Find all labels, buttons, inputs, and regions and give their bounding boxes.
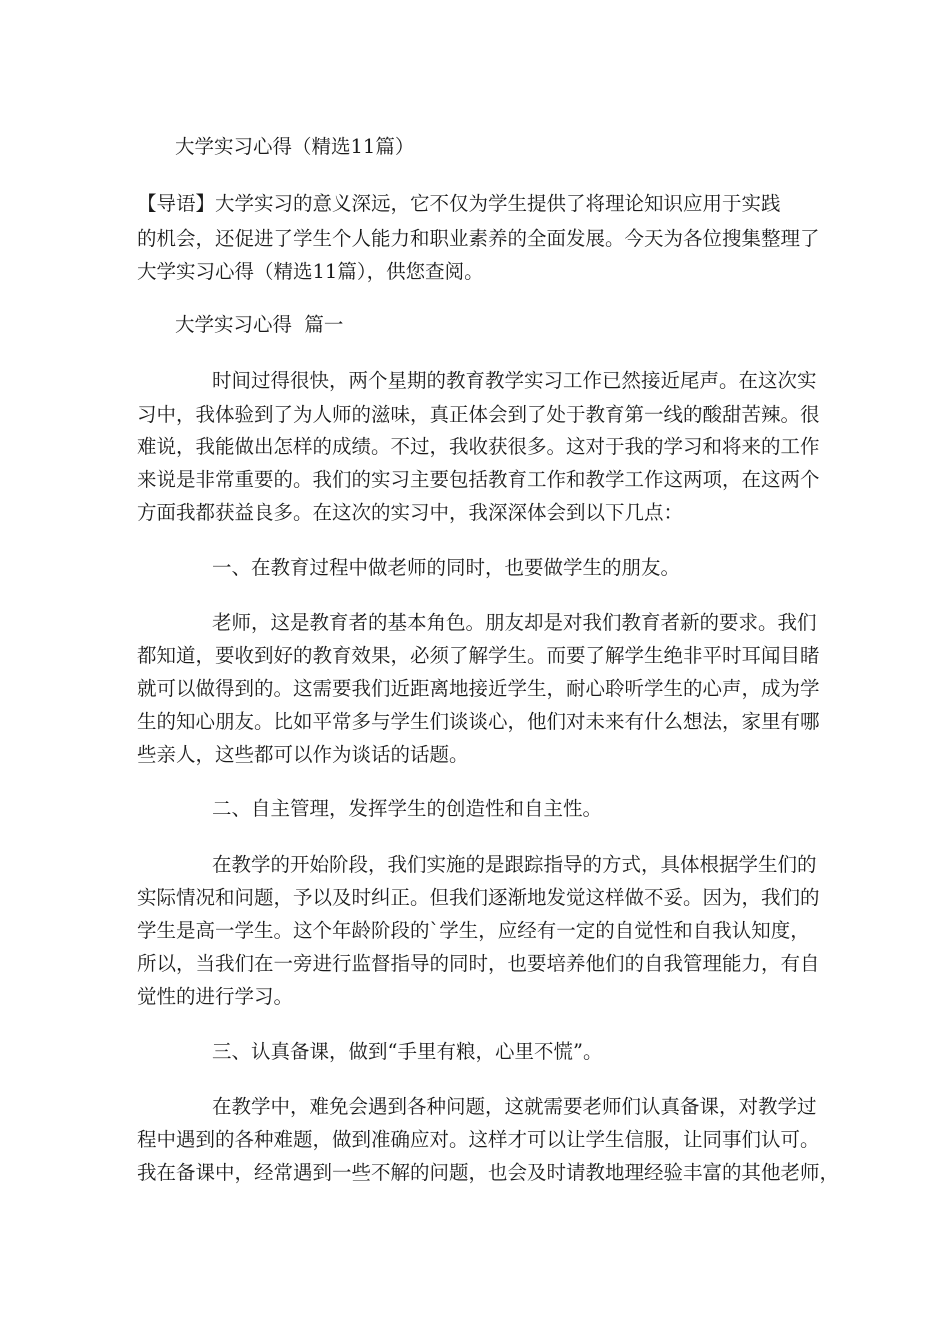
para2-line-3: 就可以做得到的。这需要我们近距离地接近学生，耐心聆听学生的心声，成为学 xyxy=(137,677,820,700)
para3-line-5: 觉性的进行学习。 xyxy=(137,985,294,1008)
para2-line-4: 生的知心朋友。比如平常多与学生们谈谈心，他们对未来有什么想法，家里有哪 xyxy=(137,710,820,733)
para3-line-3: 学生是高一学生。这个年龄阶段的`学生，应经有一定的自觉性和自我认知度， xyxy=(137,919,810,942)
para1-line-4: 来说是非常重要的。我们的实习主要包括教育工作和教学工作这两项，在这两个 xyxy=(137,468,820,491)
section-heading-3: 三、认真备课，做到“手里有粮，心里不慌”。 xyxy=(212,1040,603,1063)
para2-line-5: 些亲人，这些都可以作为谈话的话题。 xyxy=(137,743,469,766)
document-title: 大学实习心得（精选11篇） xyxy=(175,135,415,158)
para1-line-3: 难说，我能做出怎样的成绩。不过，我收获很多。这对于我的学习和将来的工作 xyxy=(137,435,820,458)
para3-line-1: 在教学的开始阶段，我们实施的是跟踪指导的方式，具体根据学生们的 xyxy=(212,853,817,876)
para2-line-1: 老师，这是教育者的基本角色。朋友却是对我们教育者新的要求。我们 xyxy=(212,611,817,634)
para4-line-1: 在教学中，难免会遇到各种问题，这就需要老师们认真备课，对教学过 xyxy=(212,1095,817,1118)
para1-line-1: 时间过得很快，两个星期的教育教学实习工作已然接近尾声。在这次实 xyxy=(212,369,817,392)
section-heading-2: 二、自主管理，发挥学生的创造性和自主性。 xyxy=(212,797,603,820)
intro-line-2: 的机会，还促进了学生个人能力和职业素养的全面发展。今天为各位搜集整理了 xyxy=(137,227,820,250)
intro-line-3: 大学实习心得（精选11篇），供您查阅。 xyxy=(137,260,484,283)
chapter-heading: 大学实习心得 篇一 xyxy=(175,313,344,336)
para2-line-2: 都知道，要收到好的教育效果，必须了解学生。而要了解学生绝非平时耳闻目睹 xyxy=(137,644,820,667)
intro-line-1: 【导语】大学实习的意义深远，它不仅为学生提供了将理论知识应用于实践 xyxy=(137,192,781,215)
section-heading-1: 一、在教育过程中做老师的同时，也要做学生的朋友。 xyxy=(212,556,681,579)
para4-line-2: 程中遇到的各种难题，做到准确应对。这样才可以让学生信服，让同事们认可。 xyxy=(137,1128,820,1151)
para1-line-2: 习中，我体验到了为人师的滋味，真正体会到了处于教育第一线的酸甜苦辣。很 xyxy=(137,403,820,426)
para1-line-5: 方面我都获益良多。在这次的实习中，我深深体会到以下几点： xyxy=(137,501,684,524)
para4-line-3: 我在备课中，经常遇到一些不解的问题，也会及时请教地理经验丰富的其他老师， xyxy=(137,1161,840,1184)
para3-line-2: 实际情况和问题，予以及时纠正。但我们逐渐地发觉这样做不妥。因为，我们的 xyxy=(137,886,820,909)
para3-line-4: 所以，当我们在一旁进行监督指导的同时，也要培养他们的自我管理能力，有自 xyxy=(137,952,820,975)
